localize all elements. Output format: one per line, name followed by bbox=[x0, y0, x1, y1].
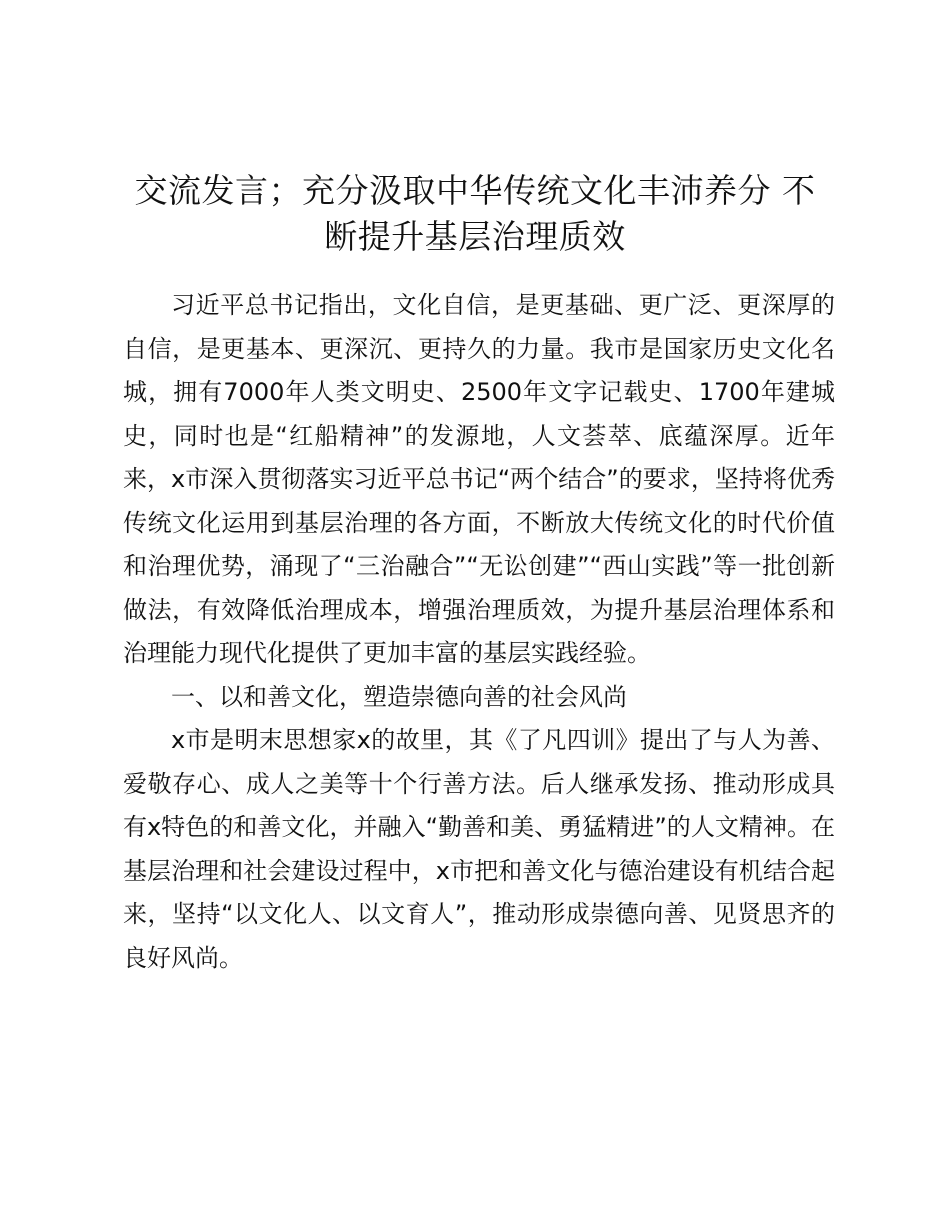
document-body bbox=[123, 284, 835, 980]
title-line-2: 断提升基层治理质效 bbox=[324, 217, 626, 256]
document-title bbox=[110, 168, 840, 260]
section-1-paragraph: x市是明末思想家x的故里，其《了凡四训》提出了与人为善、爱敬存心、成人之美等十个行善方法。后人继承发扬、推动形成具有x特色的和善文化，并融入“勤善和美、勇猛精进”的人文精神。在基层治理和社会建设过程中，x市把和善文化与德治建设有机结合起来，坚持“以文化人、以文育人”，推动形成崇德向善、见贤思齐的良好风尚。 bbox=[123, 726, 835, 972]
intro-paragraph: 习近平总书记指出，文化自信，是更基础、更广泛、更深厚的自信，是更基本、更深沉、更持久的力量。我市是国家历史文化名城，拥有7000年人类文明史、2500年文字记载史、1700年建城史，同时也是“红船精神”的发源地，人文荟萃、底蕴深厚。近年来，x市深入贯彻落实习近平总书记“两个结合”的要求，坚持将优秀传统文化运用到基层治理的各方面，不断放大传统文化的时代价值和治理优势，涌现了“三治融合”“无讼创建”“西山实践”等一批创新做法，有效降低治理成本，增强治理质效，为提升基层治理体系和治理能力现代化提供了更加丰富的基层实践经验。 bbox=[123, 291, 835, 667]
title-line-1: 交流发言；充分汲取中华传统文化丰沛养分 不 bbox=[134, 171, 816, 210]
section-1-heading: 一、以和善文化，塑造崇德向善的社会风尚 bbox=[171, 682, 627, 711]
